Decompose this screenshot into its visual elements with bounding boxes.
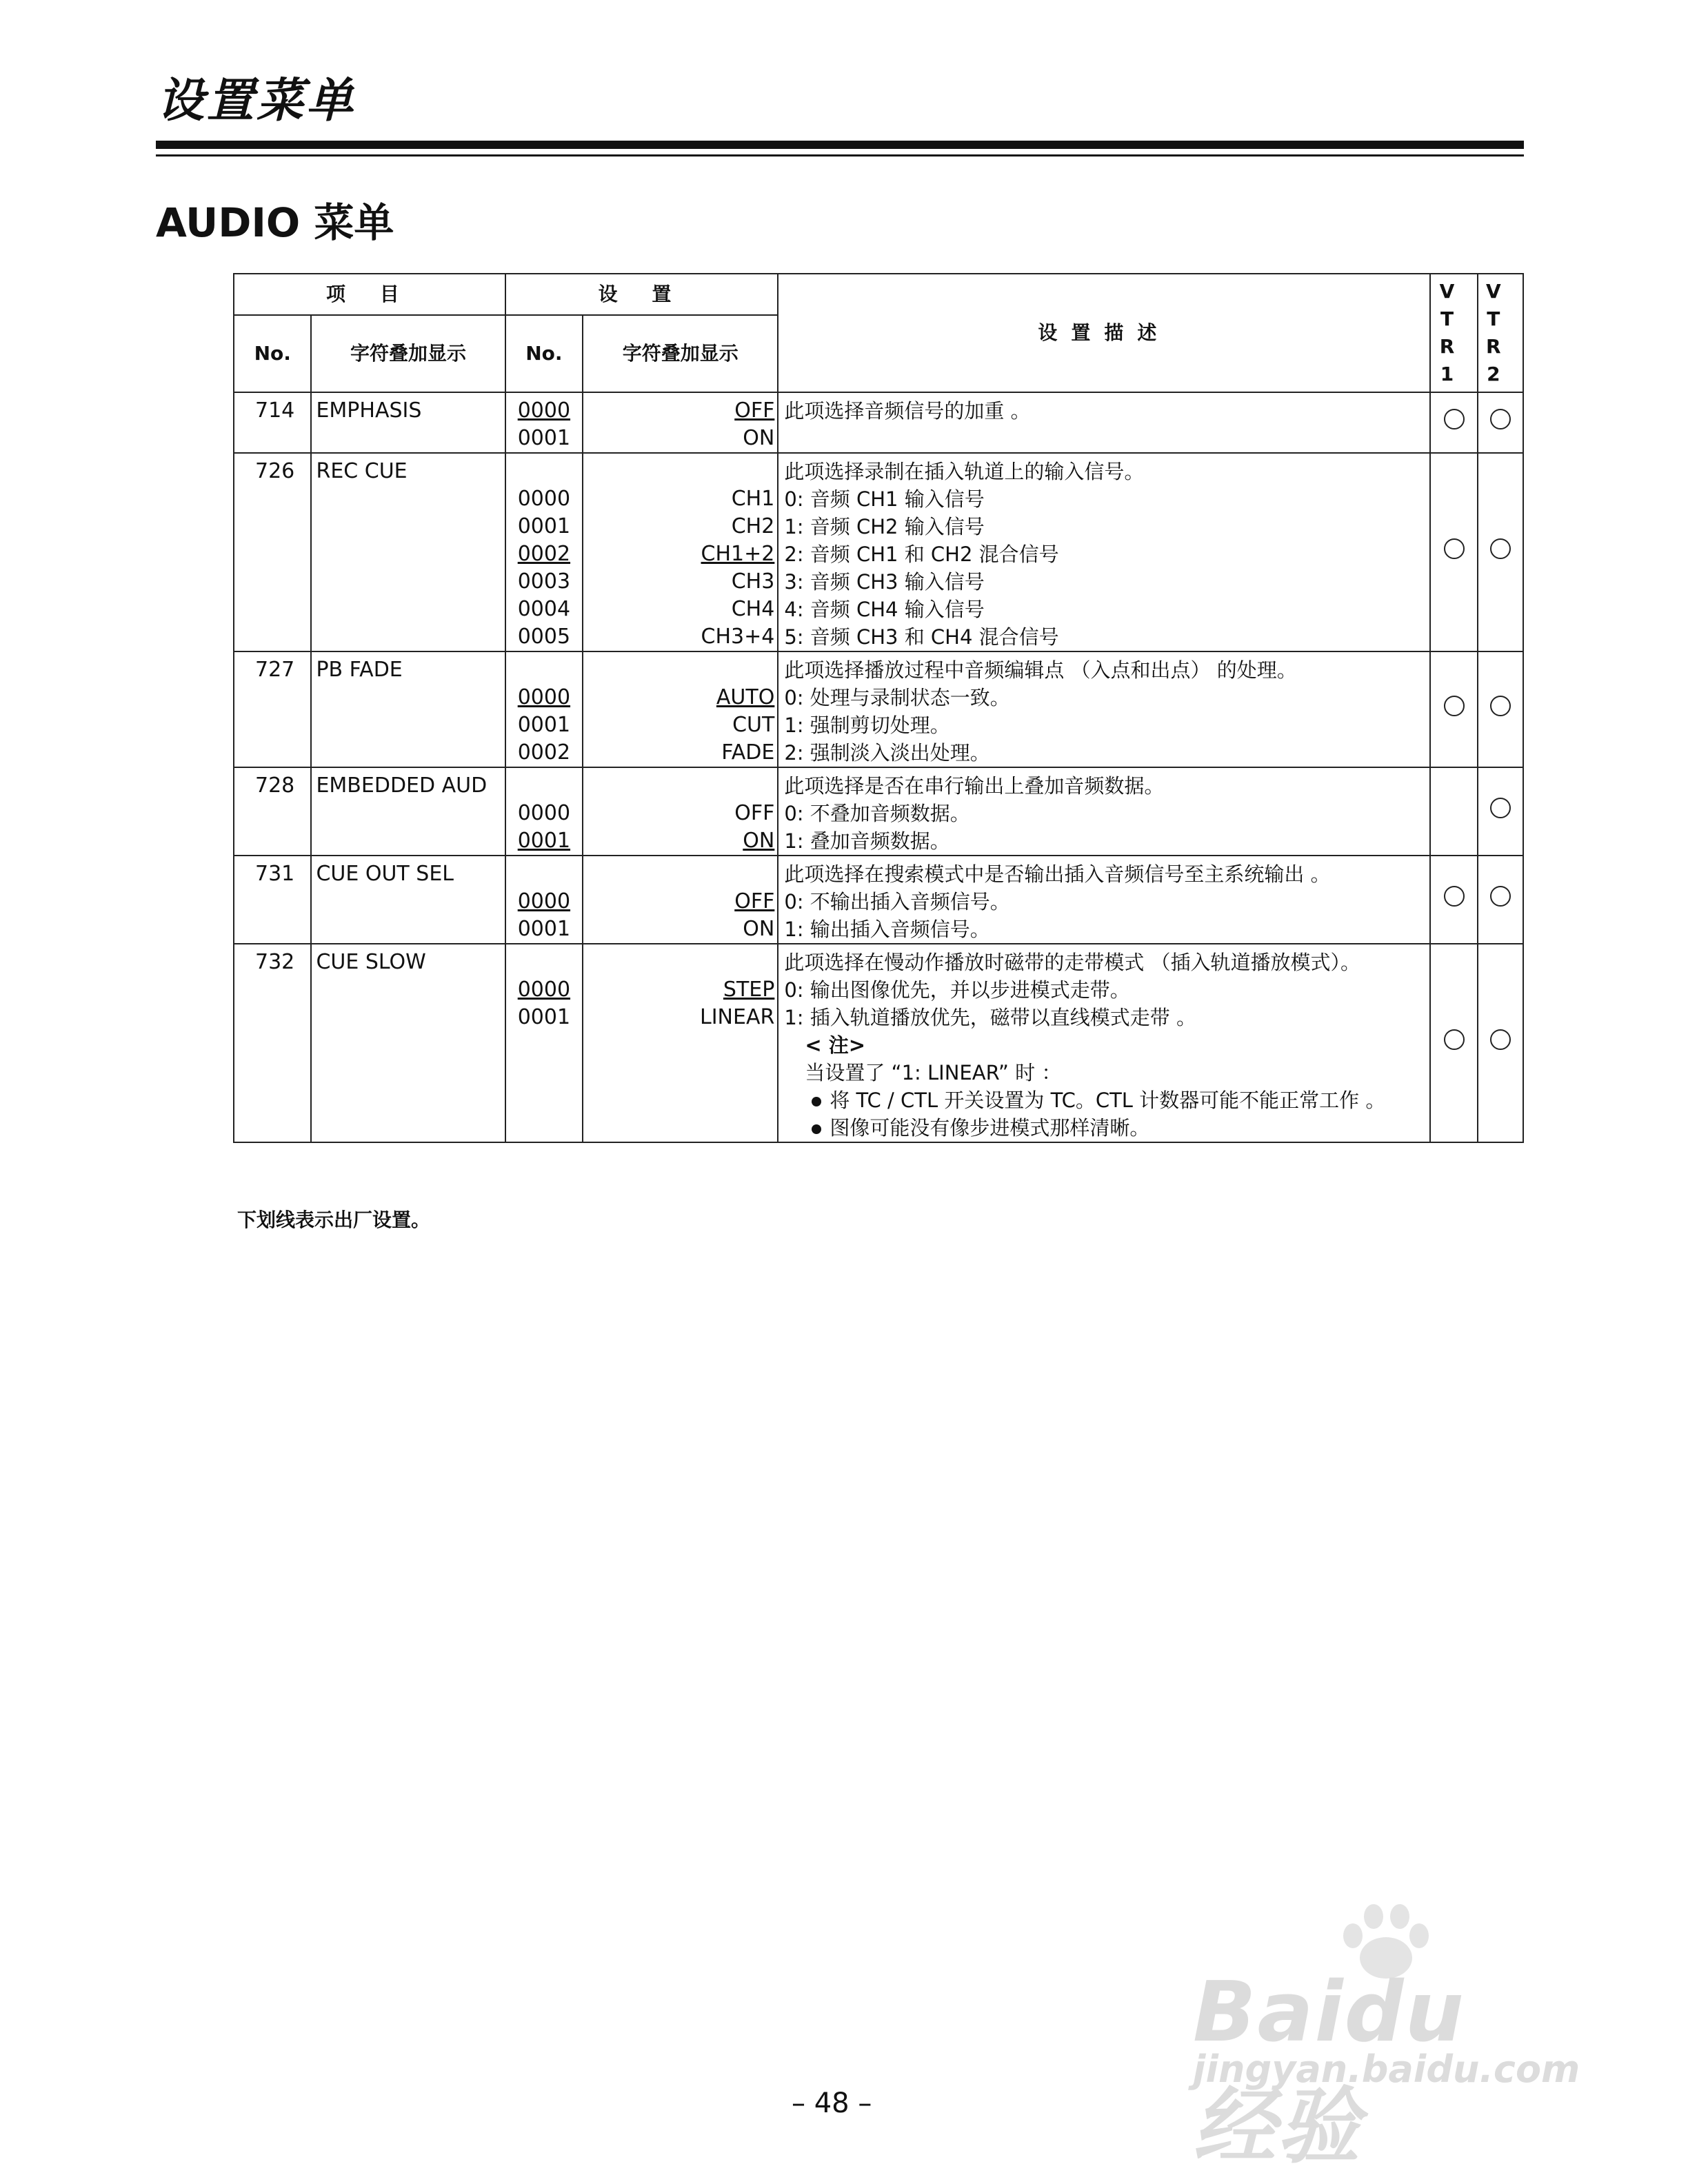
item-osd-name: PB FADE [316, 658, 403, 682]
vtr2-supported-icon [1490, 696, 1511, 716]
setting-code: 0001 [517, 713, 571, 737]
note-bullet: 图像可能没有像步进模式那样清晰。 [830, 1116, 1150, 1140]
description-line: 1: 插入轨道播放优先，磁带以直线模式走带 。 [784, 1006, 1196, 1029]
description-line: 此项选择在慢动作播放时磁带的走带模式 （插入轨道播放模式）。 [784, 951, 1361, 974]
setting-display: FADE [721, 740, 775, 765]
note-intro: 当设置了 “1: LINEAR” 时 ： [805, 1061, 1062, 1084]
header-osd: 字符叠加显示 [311, 315, 505, 392]
header-vtr2: V T R 2 [1478, 274, 1523, 392]
setting-display: CH1+2 [701, 542, 775, 566]
setting-display: CH3 [731, 569, 775, 594]
page-number: – 48 – [792, 2087, 872, 2119]
table-row [234, 856, 1523, 944]
description-line: 1: 音频 CH2 输入信号 [784, 515, 985, 538]
header-setting-osd: 字符叠加显示 [583, 315, 778, 392]
vtr2-supported-icon [1490, 1029, 1511, 1050]
header-item-group: 项 目 [234, 274, 505, 315]
setting-code: 0001 [517, 426, 571, 450]
description-line: 此项选择音频信号的加重 。 [784, 399, 1031, 423]
description-line: 3: 音频 CH3 输入信号 [784, 570, 985, 594]
setting-code: 0004 [517, 597, 571, 621]
section-title: AUDIO 菜单 [156, 199, 394, 246]
setting-code: 0000 [517, 978, 571, 1002]
setting-code: 0000 [517, 398, 571, 423]
header-setting-group: 设 置 [505, 274, 778, 315]
setting-display: OFF [734, 398, 775, 423]
table-row [234, 651, 1523, 767]
vtr2-supported-icon [1490, 409, 1511, 429]
item-no: 732 [255, 950, 295, 974]
setting-code: 0000 [517, 487, 571, 511]
item-osd-name: EMPHASIS [316, 398, 422, 423]
setting-display: ON [743, 829, 775, 853]
table-row [234, 453, 1523, 651]
table-row [234, 767, 1523, 856]
setting-code: 0000 [517, 801, 571, 825]
item-osd-name: CUE SLOW [316, 950, 426, 974]
setting-display: CH1 [731, 487, 775, 511]
header-description: 设置描述 [778, 274, 1430, 392]
vtr2-supported-icon [1490, 798, 1511, 818]
vtr1-supported-icon [1444, 538, 1465, 559]
description-line: 此项选择在搜索模式中是否输出插入音频信号至主系统输出 。 [784, 862, 1331, 886]
setting-display: CH2 [731, 514, 775, 538]
description-line: 0: 不叠加音频数据。 [784, 802, 970, 825]
vtr1-supported-icon [1444, 696, 1465, 716]
setting-display: OFF [734, 889, 775, 913]
audio-menu-table [233, 273, 1524, 1143]
item-no: 727 [255, 658, 295, 682]
description-line: 此项选择录制在插入轨道上的输入信号。 [784, 460, 1145, 483]
description-line: 此项选择是否在串行输出上叠加音频数据。 [784, 774, 1165, 798]
setting-code: 0000 [517, 889, 571, 913]
header-no: No. [234, 315, 311, 392]
description-line: 0: 输出图像优先，并以步进模式走带。 [784, 978, 1130, 1002]
description-line: 此项选择播放过程中音频编辑点 （入点和出点） 的处理。 [784, 658, 1297, 682]
item-no: 714 [255, 398, 295, 423]
description-line: 4: 音频 CH4 输入信号 [784, 598, 985, 621]
description-line: 1: 叠加音频数据。 [784, 829, 950, 853]
setting-display: CH3+4 [701, 625, 775, 649]
header-rule-thin [156, 154, 1524, 156]
header-vtr1: V T R 1 [1430, 274, 1477, 392]
setting-code: 0002 [517, 542, 571, 566]
setting-code: 0001 [517, 917, 571, 941]
vtr1-supported-icon [1444, 886, 1465, 907]
note-title: < 注> [805, 1033, 866, 1057]
description-line: 0: 不输出插入音频信号。 [784, 890, 1010, 913]
note-bullet: 将 TC / CTL 开关设置为 TC。CTL 计数器可能不能正常工作 。 [830, 1089, 1386, 1112]
setting-display: STEP [723, 978, 775, 1002]
item-osd-name: EMBEDDED AUD [316, 774, 488, 798]
setting-display: AUTO [716, 685, 775, 709]
description-line: 5: 音频 CH3 和 CH4 混合信号 [784, 625, 1059, 649]
item-no: 726 [255, 459, 295, 483]
setting-code: 0000 [517, 685, 571, 709]
setting-code: 0001 [517, 514, 571, 538]
setting-display: LINEAR [700, 1005, 775, 1029]
item-no: 731 [255, 862, 295, 886]
description-line: 0: 处理与录制状态一致。 [784, 686, 1010, 709]
setting-code: 0002 [517, 740, 571, 765]
setting-code: 0001 [517, 829, 571, 853]
setting-display: CUT [732, 713, 775, 737]
setting-display: OFF [734, 801, 775, 825]
vtr1-supported-icon [1444, 1029, 1465, 1050]
description-line: 1: 强制剪切处理。 [784, 714, 950, 737]
vtr1-supported-icon [1444, 409, 1465, 429]
description-line: 1: 输出插入音频信号。 [784, 918, 990, 941]
watermark [1179, 1903, 1580, 2175]
footnote: 下划线表示出厂设置。 [237, 1209, 431, 1231]
watermark-url: jingyan.baidu.com [1193, 2048, 1580, 2091]
setting-display: ON [743, 917, 775, 941]
item-osd-name: CUE OUT SEL [316, 862, 454, 886]
watermark-logo: Baidu 经验 [1193, 1965, 1465, 2175]
page-header-title: 设置菜单 [157, 74, 356, 128]
header-rule [156, 141, 1524, 149]
setting-code: 0001 [517, 1005, 571, 1029]
setting-code: 0003 [517, 569, 571, 594]
description-line: 2: 音频 CH1 和 CH2 混合信号 [784, 543, 1059, 566]
bullet-icon [812, 1124, 821, 1134]
table-row [234, 944, 1523, 1142]
item-no: 728 [255, 774, 295, 798]
description-line: 0: 音频 CH1 输入信号 [784, 487, 985, 511]
table-row [234, 392, 1523, 453]
setting-display: ON [743, 426, 775, 450]
vtr2-supported-icon [1490, 538, 1511, 559]
setting-code: 0005 [517, 625, 571, 649]
bullet-icon [812, 1097, 821, 1106]
vtr2-supported-icon [1490, 886, 1511, 907]
header-setting-no: No. [505, 315, 583, 392]
setting-display: CH4 [731, 597, 775, 621]
description-line: 2: 强制淡入淡出处理。 [784, 741, 990, 765]
item-osd-name: REC CUE [316, 459, 408, 483]
